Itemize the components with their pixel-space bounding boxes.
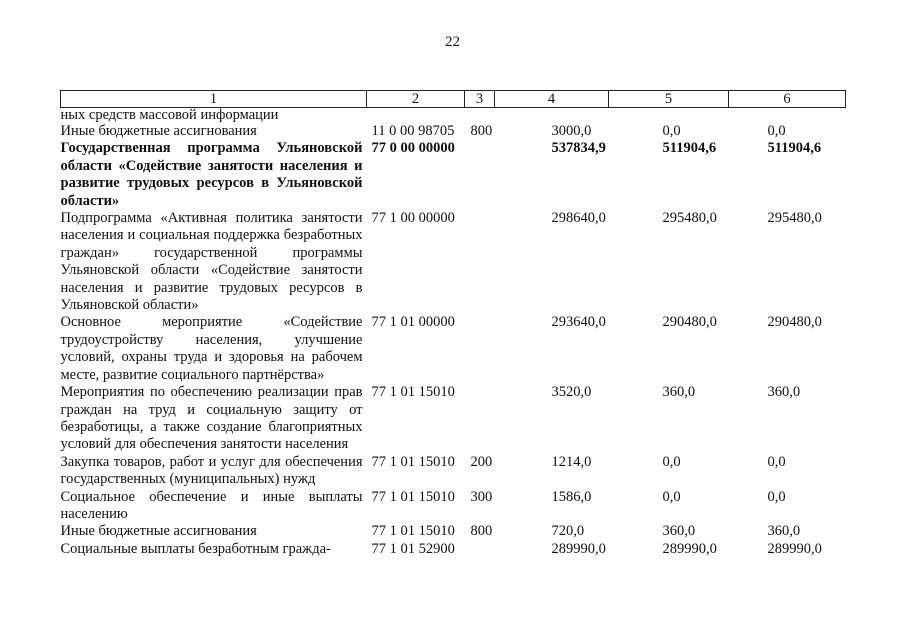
amount-year-2: 0,0 bbox=[662, 488, 681, 505]
amount-year-2: 0,0 bbox=[662, 453, 681, 470]
amount-year-3: 290480,0 bbox=[767, 314, 822, 331]
amount-year-2: 360,0 bbox=[662, 523, 696, 540]
amount-year-1: 3520,0 bbox=[551, 384, 592, 401]
item-name: ных средств массовой информации bbox=[60, 107, 279, 123]
table-row bbox=[61, 454, 846, 489]
header-row bbox=[61, 91, 846, 108]
target-article-code: 77 1 01 15010 bbox=[371, 488, 455, 505]
column-header-4: 4 bbox=[495, 91, 609, 108]
expense-type-code: 200 bbox=[470, 453, 493, 470]
column-header-3: 3 bbox=[465, 91, 495, 108]
amount-year-3: 0,0 bbox=[767, 123, 786, 139]
expense-type-code bbox=[465, 140, 495, 210]
table-row bbox=[61, 384, 846, 454]
expense-type-code: 800 bbox=[470, 523, 493, 540]
page-number: 22 bbox=[445, 34, 460, 50]
expense-type-code bbox=[465, 210, 495, 314]
target-article-code: 77 1 01 00000 bbox=[371, 314, 455, 331]
amount-year-1: 3000,0 bbox=[551, 123, 592, 139]
table-row bbox=[61, 314, 846, 384]
target-article-code: 77 1 00 00000 bbox=[371, 210, 455, 227]
amount-year-2: 511904,6 bbox=[662, 140, 717, 157]
target-article-code: 77 0 00 00000 bbox=[371, 140, 455, 157]
amount-year-3: 0,0 bbox=[767, 488, 786, 505]
amount-year-1: 537834,9 bbox=[551, 140, 606, 157]
amount-year-1 bbox=[495, 108, 609, 124]
column-header-6: 6 bbox=[729, 91, 846, 108]
table-row bbox=[61, 123, 846, 140]
table-row bbox=[61, 108, 846, 124]
item-name: Социальные выплаты безработным гражда- bbox=[60, 540, 331, 557]
target-article-code: 77 1 01 15010 bbox=[371, 523, 455, 540]
amount-year-3 bbox=[729, 108, 846, 124]
amount-year-3: 511904,6 bbox=[767, 140, 822, 157]
expense-type-code bbox=[465, 541, 495, 558]
amount-year-3: 360,0 bbox=[767, 523, 801, 540]
column-header-2: 2 bbox=[367, 91, 465, 108]
amount-year-3: 0,0 bbox=[767, 453, 786, 470]
table-row bbox=[61, 140, 846, 210]
amount-year-1: 1586,0 bbox=[551, 488, 592, 505]
amount-year-2 bbox=[609, 108, 729, 124]
item-name: Государственная программа Ульяновской области «Содействие занятости населения и развитие трудовых ресурсов в Ульяновской области» bbox=[60, 140, 363, 209]
expense-type-code bbox=[465, 384, 495, 454]
amount-year-1: 1214,0 bbox=[551, 453, 592, 470]
amount-year-2: 289990,0 bbox=[662, 540, 717, 557]
item-name: Закупка товаров, работ и услуг для обеспечения государственных (муниципальных) нужд bbox=[60, 453, 363, 488]
table-row bbox=[61, 210, 846, 314]
target-article-code: 11 0 00 98705 bbox=[371, 123, 455, 139]
expense-type-code bbox=[465, 314, 495, 384]
item-name: Подпрограмма «Активная политика занятости населения и социальная поддержка безработных граждан» государственной программы Ульяновской области «Содействие занятости населения и развитие трудовых ресурсов в Ульяновской области» bbox=[60, 210, 363, 314]
item-name: Иные бюджетные ассигнования bbox=[60, 123, 257, 139]
item-name: Социальное обеспечение и иные выплаты населению bbox=[60, 488, 363, 522]
table-row bbox=[61, 541, 846, 558]
column-header-5: 5 bbox=[609, 91, 729, 108]
amount-year-3: 289990,0 bbox=[767, 540, 822, 557]
amount-year-1: 298640,0 bbox=[551, 210, 606, 227]
amount-year-3: 295480,0 bbox=[767, 210, 822, 227]
target-article-code bbox=[367, 108, 465, 124]
column-header-1: 1 bbox=[61, 91, 367, 108]
amount-year-1: 720,0 bbox=[551, 523, 585, 540]
expense-type-code bbox=[465, 108, 495, 124]
target-article-code: 77 1 01 15010 bbox=[371, 453, 455, 470]
amount-year-2: 295480,0 bbox=[662, 210, 717, 227]
amount-year-3: 360,0 bbox=[767, 384, 801, 401]
item-name: Иные бюджетные ассигнования bbox=[60, 523, 257, 540]
item-name: Основное мероприятие «Содействие трудоустройству населения, улучшение условий, охраны труда и здоровья на рабочем месте, развитие социального партнёрства» bbox=[60, 314, 363, 383]
table-row bbox=[61, 489, 846, 524]
amount-year-1: 289990,0 bbox=[551, 540, 606, 557]
amount-year-2: 0,0 bbox=[662, 123, 681, 139]
item-name: Мероприятия по обеспечению реализации прав граждан на труд и социальную защиту от безработицы, а также создание благоприятных условий для обеспечения занятости населения bbox=[60, 384, 363, 453]
amount-year-1: 293640,0 bbox=[551, 314, 606, 331]
amount-year-2: 290480,0 bbox=[662, 314, 717, 331]
target-article-code: 77 1 01 15010 bbox=[371, 384, 455, 401]
table-row bbox=[61, 523, 846, 540]
expense-type-code: 300 bbox=[470, 488, 493, 505]
budget-table bbox=[60, 90, 846, 558]
target-article-code: 77 1 01 52900 bbox=[371, 540, 455, 557]
expense-type-code: 800 bbox=[470, 123, 493, 139]
amount-year-2: 360,0 bbox=[662, 384, 696, 401]
